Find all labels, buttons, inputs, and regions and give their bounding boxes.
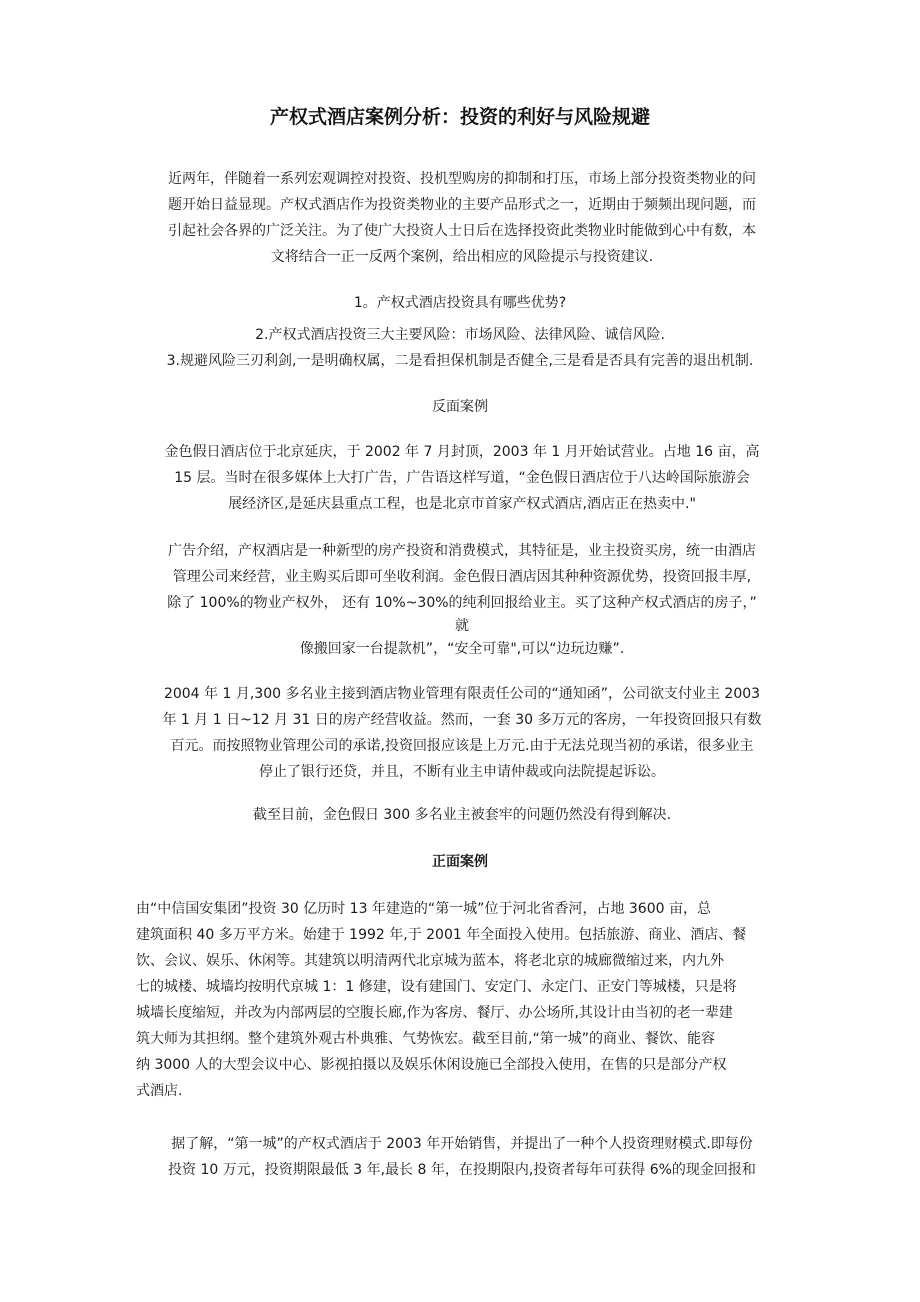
negative-case-paragraph-3	[136, 681, 788, 785]
document-title: 产权式酒店案例分析：投资的利好与风险规避	[269, 106, 650, 128]
paragraph-line: 除了 100%的物业产权外， 还有 10%~30%的纯利回报给业主。买了这种产权式酒店的房子，”	[167, 595, 757, 611]
paragraph-line: 城墙长度缩短，并改为内部两层的空腹长廊,作为客房、餐厅、办公场所,其设计由当初的老一辈建	[136, 1005, 733, 1021]
paragraph-line: 筑大师为其担纲。整个建筑外观古朴典雅、气势恢宏。截至目前,“第一城”的商业、餐饮、能容	[136, 1031, 715, 1047]
paragraph-line: 式酒店.	[136, 1083, 183, 1099]
key-points	[100, 290, 820, 374]
negative-case-paragraph-2	[136, 538, 788, 662]
paragraph-line: 据了解，“第一城”的产权式酒店于 2003 年开始销售，并提出了一种个人投资理财模式.即每份	[171, 1136, 753, 1152]
negative-case-paragraph-1	[136, 439, 788, 517]
key-point-2: 2.产权式酒店投资三大主要风险：市场风险、法律风险、诚信风险.	[255, 327, 665, 343]
paragraph-line: 像搬回家一台提款机”，“安全可靠",可以“边玩边赚”.	[299, 641, 625, 657]
paragraph-line: 建筑面积 40 多万平方米。始建于 1992 年,于 2001 年全面投入使用。包括旅游、商业、酒店、餐	[136, 927, 747, 943]
paragraph-line: 就	[455, 618, 469, 634]
negative-case-heading: 反面案例	[432, 399, 488, 415]
paragraph-line: 七的城楼、城墙均按明代京城 1：1 修建，设有建国门、安定门、永定门、正安门等城楼，只是将	[136, 979, 737, 995]
paragraph-line: 纳 3000 人的大型会议中心、影视拍摄以及娱乐休闲设施已全部投入使用，在售的只是部分产权	[136, 1057, 727, 1073]
paragraph-line: 金色假日酒店位于北京延庆，于 2002 年 7 月封顶，2003 年 1 月开始试营业。占地 16 亩，高	[164, 444, 760, 460]
paragraph-line: 由“中信国安集团”投资 30 亿历时 13 年建造的“第一城”位于河北省香河，占地 3600 亩，总	[136, 901, 711, 917]
positive-case-paragraph-2	[136, 1131, 788, 1183]
paragraph-line: 投资 10 万元，投资期限最低 3 年,最长 8 年，在投期限内,投资者每年可获得 6%的现金回报和	[168, 1162, 756, 1178]
intro-line: 文将结合一正一反两个案例，给出相应的风险提示与投资建议.	[270, 249, 654, 265]
positive-case-heading: 正面案例	[432, 854, 488, 870]
paragraph-line: 管理公司来经营，业主购买后即可坐收利润。金色假日酒店因其种种资源优势，投资回报丰厚,	[172, 569, 752, 585]
paragraph-line: 广告介绍，产权酒店是一种新型的房产投资和消费模式，其特征是，业主投资买房，统一由酒店	[168, 543, 756, 559]
paragraph-line: 停止了银行还贷，并且，不断有业主申请仲裁或向法院提起诉讼。	[259, 764, 665, 780]
paragraph-line: 15 层。当时在很多媒体上大打广告，广告语这样写道，“金色假日酒店位于八达岭国际旅游会	[174, 470, 750, 486]
positive-case-paragraph-1	[136, 896, 788, 1104]
key-point-3: 3.规避风险三刃利剑,一是明确权属，二是看担保机制是否健全,三是看是否具有完善的退出机制.	[166, 353, 754, 369]
paragraph-line: 2004 年 1 月,300 多名业主接到酒店物业管理有限责任公司的“通知函”，公司欲支付业主 2003	[163, 686, 761, 702]
intro-line: 引起社会各界的广泛关注。为了使广大投资人士日后在选择投资此类物业时能做到心中有数，本	[168, 223, 756, 239]
negative-case-paragraph-4: 截至目前，金色假日 300 多名业主被套牢的问题仍然没有得到解决.	[252, 807, 672, 823]
intro-line: 近两年，伴随着一系列宏观调控对投资、投机型购房的抑制和打压，市场上部分投资类物业的问	[168, 171, 756, 187]
intro-line: 题开始日益显现。产权式酒店作为投资类物业的主要产品形式之一，近期由于频频出现问题，而	[168, 197, 756, 213]
intro-paragraph	[136, 166, 788, 270]
paragraph-line: 展经济区,是延庆县重点工程，也是北京市首家产权式酒店,酒店正在热卖中."	[228, 496, 696, 512]
paragraph-line: 饮、会议、娱乐、休闲等。其建筑以明清两代北京城为蓝本，将老北京的城廊微缩过来，内九外	[136, 953, 724, 969]
paragraph-line: 年 1 月 1 日~12 月 31 日的房产经营收益。然而，一套 30 多万元的客房，一年投资回报只有数	[162, 712, 762, 728]
key-point-1: 1。产权式酒店投资具有哪些优势?	[353, 295, 567, 311]
paragraph-line: 百元。而按照物业管理公司的承诺,投资回报应该是上万元.由于无法兑现当初的承诺，很多业主	[170, 738, 754, 754]
